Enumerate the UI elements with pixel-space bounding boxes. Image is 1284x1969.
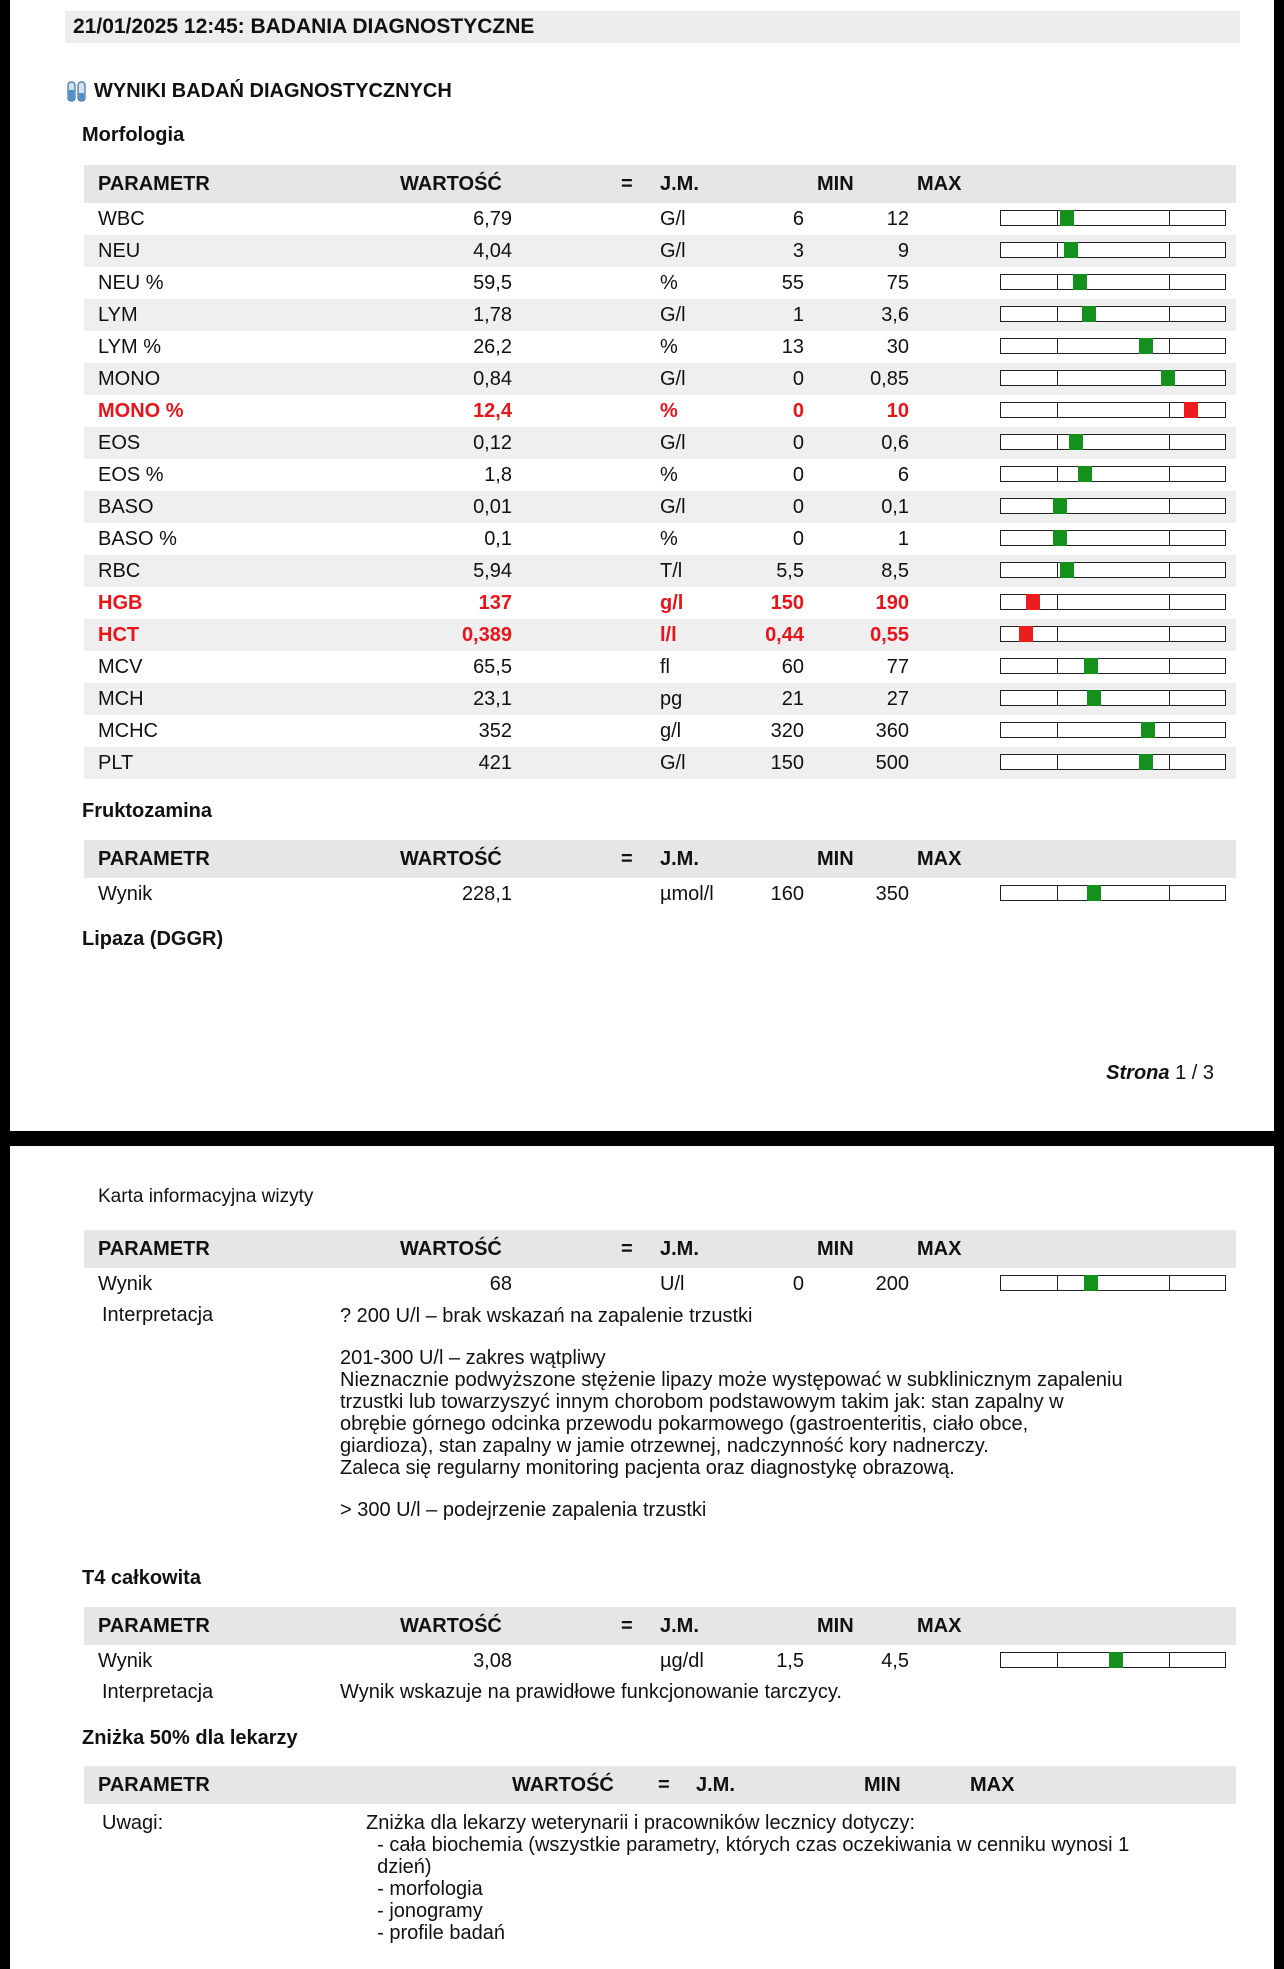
param-max: 27 xyxy=(886,688,909,710)
param-min: 1 xyxy=(792,304,804,326)
param-value: 5,94 xyxy=(473,560,512,582)
param-max: 0,1 xyxy=(881,496,909,518)
range-bar xyxy=(1000,722,1226,738)
table-row xyxy=(84,587,1236,619)
text-line: Nieznacznie podwyższone stężenie lipazy może występować w subklinicznym zapaleniu xyxy=(340,1369,1123,1391)
table-row xyxy=(84,235,1236,267)
range-bar xyxy=(1000,1652,1226,1668)
param-min: 0 xyxy=(792,496,804,518)
range-marker-out xyxy=(1026,594,1040,610)
range-marker-out xyxy=(1184,402,1198,418)
param-min: 21 xyxy=(781,688,804,710)
range-bar xyxy=(1000,242,1226,258)
param-min: 55 xyxy=(781,272,804,294)
col-unit: J.M. xyxy=(696,1774,735,1796)
col-min: MIN xyxy=(817,1238,854,1260)
col-param: PARAMETR xyxy=(98,1774,210,1796)
table-row xyxy=(84,1645,1236,1677)
table-row xyxy=(84,523,1236,555)
page-label: Strona xyxy=(1106,1062,1170,1084)
param-unit: G/l xyxy=(660,304,686,326)
param-value: 23,1 xyxy=(473,688,512,710)
table-row xyxy=(84,459,1236,491)
col-max: MAX xyxy=(917,1238,962,1260)
param-unit: G/l xyxy=(660,208,686,230)
param-name: MONO % xyxy=(98,400,184,422)
range-marker-in xyxy=(1084,658,1098,674)
param-min: 0 xyxy=(792,1273,804,1295)
table-row xyxy=(84,395,1236,427)
param-unit: G/l xyxy=(660,240,686,262)
range-bar xyxy=(1000,466,1226,482)
param-min: 0 xyxy=(792,464,804,486)
col-value: WARTOŚĆ xyxy=(400,1615,502,1637)
table-row xyxy=(84,555,1236,587)
col-eq: = xyxy=(621,848,633,870)
range-marker-in xyxy=(1084,1275,1098,1291)
section-title-morfologia: Morfologia xyxy=(82,124,185,146)
table-row xyxy=(84,683,1236,715)
text-line: trzustki lub towarzyszyć innym chorobom podstawowym takim jak: stan zapalny w xyxy=(340,1391,1064,1413)
col-value: WARTOŚĆ xyxy=(400,1238,502,1260)
param-name: PLT xyxy=(98,752,134,774)
param-name: HCT xyxy=(98,624,140,646)
param-name: MONO xyxy=(98,368,161,390)
param-value: 0,389 xyxy=(461,624,512,646)
range-marker-in xyxy=(1082,306,1096,322)
param-max: 190 xyxy=(875,592,909,614)
range-bar xyxy=(1000,274,1226,290)
page-footer xyxy=(1106,1062,1214,1085)
range-marker-in xyxy=(1069,434,1083,450)
table-header-row xyxy=(84,1607,1236,1645)
param-unit: % xyxy=(660,272,678,294)
param-unit: % xyxy=(660,528,678,550)
param-value: 68 xyxy=(489,1273,512,1295)
param-value: 59,5 xyxy=(473,272,512,294)
range-bar xyxy=(1000,306,1226,322)
param-max: 77 xyxy=(886,656,909,678)
col-eq: = xyxy=(621,1615,633,1637)
text-line: > 300 U/l – podejrzenie zapalenia trzustki xyxy=(340,1499,707,1521)
table-row xyxy=(84,427,1236,459)
param-max: 500 xyxy=(875,752,909,774)
param-min: 6 xyxy=(792,208,804,230)
col-eq: = xyxy=(658,1774,670,1796)
param-name: HGB xyxy=(98,592,143,614)
range-bar xyxy=(1000,626,1226,642)
col-max: MAX xyxy=(917,848,962,870)
param-max: 0,6 xyxy=(881,432,909,454)
param-min: 150 xyxy=(770,752,804,774)
param-min: 60 xyxy=(781,656,804,678)
range-marker-in xyxy=(1078,466,1092,482)
text-line xyxy=(340,1327,1123,1347)
table-row xyxy=(84,203,1236,235)
section-title-t4: T4 całkowita xyxy=(82,1567,201,1589)
range-marker-in xyxy=(1141,722,1155,738)
param-unit: U/l xyxy=(660,1273,685,1295)
range-marker-in xyxy=(1087,690,1101,706)
range-bar xyxy=(1000,754,1226,770)
param-unit: µmol/l xyxy=(660,883,714,905)
table-znizka xyxy=(84,1766,1236,1804)
range-marker-in xyxy=(1060,562,1074,578)
param-min: 0 xyxy=(792,528,804,550)
main-title-text: WYNIKI BADAŃ DIAGNOSTYCZNYCH xyxy=(94,80,452,102)
param-max: 6 xyxy=(897,464,909,486)
range-marker-in xyxy=(1053,530,1067,546)
col-param: PARAMETR xyxy=(98,173,210,195)
test-tubes-icon xyxy=(66,81,88,103)
param-min: 5,5 xyxy=(776,560,804,582)
param-max: 1 xyxy=(897,528,909,550)
table-row xyxy=(84,267,1236,299)
page-total: / 3 xyxy=(1191,1062,1214,1084)
param-min: 3 xyxy=(792,240,804,262)
table-header-row xyxy=(84,165,1236,203)
lipaza-interpretation xyxy=(340,1305,1123,1521)
col-unit: J.M. xyxy=(660,848,699,870)
param-max: 10 xyxy=(886,400,909,422)
param-value: 26,2 xyxy=(473,336,512,358)
param-min: 1,5 xyxy=(776,1650,804,1672)
table-row xyxy=(84,299,1236,331)
range-bar xyxy=(1000,530,1226,546)
col-eq: = xyxy=(621,1238,633,1260)
range-marker-in xyxy=(1060,210,1074,226)
param-value: 421 xyxy=(478,752,512,774)
section-title-fruktozamina: Fruktozamina xyxy=(82,800,213,822)
param-unit: g/l xyxy=(660,592,684,614)
text-line xyxy=(340,1479,1123,1499)
range-bar xyxy=(1000,434,1226,450)
param-max: 75 xyxy=(886,272,909,294)
param-name: RBC xyxy=(98,560,141,582)
table-row xyxy=(84,491,1236,523)
table-morfologia xyxy=(84,165,1236,779)
param-unit: G/l xyxy=(660,432,686,454)
param-value: 0,01 xyxy=(473,496,512,518)
table-header-row xyxy=(84,1766,1236,1804)
table-row xyxy=(84,363,1236,395)
col-max: MAX xyxy=(917,173,962,195)
param-name: Wynik xyxy=(98,883,153,905)
text-line: dzień) xyxy=(366,1856,432,1878)
param-name: EOS xyxy=(98,432,141,454)
param-unit: G/l xyxy=(660,368,686,390)
param-unit: % xyxy=(660,400,678,422)
param-name: MCV xyxy=(98,656,143,678)
range-marker-in xyxy=(1064,242,1078,258)
col-eq: = xyxy=(621,173,633,195)
range-marker-in xyxy=(1139,754,1153,770)
param-value: 1,78 xyxy=(473,304,512,326)
param-value: 352 xyxy=(478,720,512,742)
table-row xyxy=(84,619,1236,651)
range-bar xyxy=(1000,498,1226,514)
col-unit: J.M. xyxy=(660,173,699,195)
range-bar xyxy=(1000,885,1226,901)
param-name: Wynik xyxy=(98,1273,153,1295)
range-marker-in xyxy=(1087,885,1101,901)
range-marker-in xyxy=(1109,1652,1123,1668)
param-unit: % xyxy=(660,464,678,486)
param-max: 8,5 xyxy=(881,560,909,582)
param-max: 0,85 xyxy=(870,368,909,390)
text-line: obrębie górnego odcinka przewodu pokarmowego (gastroenteritis, ciało obce, xyxy=(340,1413,1029,1435)
report-page-2 xyxy=(10,1146,1274,1969)
param-min: 13 xyxy=(781,336,804,358)
text-line: Zaleca się regularny monitoring pacjenta oraz diagnostykę obrazową. xyxy=(340,1457,955,1479)
col-param: PARAMETR xyxy=(98,1615,210,1637)
param-unit: g/l xyxy=(660,720,682,742)
param-max: 0,55 xyxy=(870,624,909,646)
lipaza-interp-label: Interpretacja xyxy=(102,1304,214,1326)
param-max: 200 xyxy=(875,1273,909,1295)
table-header-row xyxy=(84,1230,1236,1268)
col-param: PARAMETR xyxy=(98,1238,210,1260)
table-fruktozamina xyxy=(84,840,1236,910)
param-max: 9 xyxy=(897,240,909,262)
param-min: 0 xyxy=(792,368,804,390)
text-line: giardioza), stan zapalny w jamie otrzewnej, nadczynność kory nadnerczy. xyxy=(340,1435,989,1457)
text-line: - cała biochemia (wszystkie parametry, których czas oczekiwania w cenniku wynosi 1 xyxy=(366,1834,1130,1856)
col-value: WARTOŚĆ xyxy=(400,173,502,195)
param-unit: µg/dl xyxy=(660,1650,704,1672)
param-min: 320 xyxy=(770,720,804,742)
col-min: MIN xyxy=(817,173,854,195)
range-marker-in xyxy=(1161,370,1175,386)
range-bar xyxy=(1000,1275,1226,1291)
param-name: WBC xyxy=(98,208,145,230)
report-header: 21/01/2025 12:45: BADANIA DIAGNOSTYCZNE xyxy=(65,11,1240,43)
param-value: 137 xyxy=(478,592,512,614)
param-unit: % xyxy=(660,336,678,358)
param-name: Wynik xyxy=(98,1650,153,1672)
table-lipaza xyxy=(84,1230,1236,1300)
param-name: BASO % xyxy=(98,528,177,550)
param-unit: T/l xyxy=(660,560,683,582)
param-value: 1,8 xyxy=(484,464,512,486)
page-current: 1 xyxy=(1175,1062,1187,1084)
uwagi-label: Uwagi: xyxy=(102,1812,164,1834)
param-max: 360 xyxy=(875,720,909,742)
param-max: 3,6 xyxy=(881,304,909,326)
section-title-lipaza: Lipaza (DGGR) xyxy=(82,928,224,950)
param-unit: G/l xyxy=(660,752,686,774)
col-max: MAX xyxy=(917,1615,962,1637)
param-value: 6,79 xyxy=(473,208,512,230)
param-unit: pg xyxy=(660,688,683,710)
param-value: 0,12 xyxy=(473,432,512,454)
param-value: 0,84 xyxy=(473,368,512,390)
param-min: 0 xyxy=(792,432,804,454)
param-value: 228,1 xyxy=(461,883,512,905)
text-line: ? 200 U/l – brak wskazań na zapalenie trzustki xyxy=(340,1305,753,1327)
report-page-1 xyxy=(10,0,1274,1131)
main-title xyxy=(66,80,452,103)
text-line: - profile badań xyxy=(366,1922,505,1944)
param-unit: G/l xyxy=(660,496,686,518)
param-name: MCH xyxy=(98,688,144,710)
range-bar xyxy=(1000,594,1226,610)
text-line: - morfologia xyxy=(366,1878,483,1900)
param-unit: l/l xyxy=(660,624,677,646)
range-marker-out xyxy=(1019,626,1033,642)
table-row xyxy=(84,747,1236,779)
range-bar xyxy=(1000,690,1226,706)
t4-interpretation: Wynik wskazuje na prawidłowe funkcjonowanie tarczycy. xyxy=(340,1681,842,1703)
discount-notes xyxy=(366,1812,1129,1944)
param-name: BASO xyxy=(98,496,154,518)
section-title-znizka: Zniżka 50% dla lekarzy xyxy=(82,1727,298,1749)
param-max: 350 xyxy=(875,883,909,905)
range-marker-in xyxy=(1139,338,1153,354)
param-unit: fl xyxy=(660,656,670,678)
col-max: MAX xyxy=(970,1774,1015,1796)
param-value: 3,08 xyxy=(473,1650,512,1672)
param-min: 0 xyxy=(792,400,804,422)
table-row xyxy=(84,1268,1236,1300)
text-line: Zniżka dla lekarzy weterynarii i pracowników lecznicy dotyczy: xyxy=(366,1812,916,1834)
range-bar xyxy=(1000,402,1226,418)
text-line: 201-300 U/l – zakres wątpliwy xyxy=(340,1347,606,1369)
table-t4 xyxy=(84,1607,1236,1677)
param-min: 160 xyxy=(770,883,804,905)
param-min: 0,44 xyxy=(765,624,804,646)
range-bar xyxy=(1000,658,1226,674)
col-min: MIN xyxy=(817,848,854,870)
col-min: MIN xyxy=(817,1615,854,1637)
range-bar xyxy=(1000,338,1226,354)
param-value: 65,5 xyxy=(473,656,512,678)
table-row xyxy=(84,878,1236,910)
table-row xyxy=(84,331,1236,363)
t4-interp-label: Interpretacja xyxy=(102,1681,214,1703)
param-max: 12 xyxy=(886,208,909,230)
param-max: 30 xyxy=(886,336,909,358)
table-row xyxy=(84,651,1236,683)
param-name: LYM % xyxy=(98,336,161,358)
visit-card-note: Karta informacyjna wizyty xyxy=(98,1186,314,1207)
col-param: PARAMETR xyxy=(98,848,210,870)
param-name: EOS % xyxy=(98,464,164,486)
range-bar xyxy=(1000,370,1226,386)
col-value: WARTOŚĆ xyxy=(400,848,502,870)
col-unit: J.M. xyxy=(660,1615,699,1637)
range-marker-in xyxy=(1053,498,1067,514)
range-bar xyxy=(1000,210,1226,226)
param-name: LYM xyxy=(98,304,138,326)
col-value: WARTOŚĆ xyxy=(512,1774,614,1796)
param-name: NEU % xyxy=(98,272,164,294)
range-marker-in xyxy=(1073,274,1087,290)
param-value: 12,4 xyxy=(473,400,512,422)
param-min: 150 xyxy=(770,592,804,614)
table-header-row xyxy=(84,840,1236,878)
text-line: - jonogramy xyxy=(366,1900,483,1922)
table-row xyxy=(84,715,1236,747)
param-name: NEU xyxy=(98,240,141,262)
param-name: MCHC xyxy=(98,720,158,742)
param-value: 0,1 xyxy=(484,528,512,550)
param-value: 4,04 xyxy=(473,240,512,262)
range-bar xyxy=(1000,562,1226,578)
col-unit: J.M. xyxy=(660,1238,699,1260)
col-min: MIN xyxy=(864,1774,901,1796)
param-max: 4,5 xyxy=(881,1650,909,1672)
